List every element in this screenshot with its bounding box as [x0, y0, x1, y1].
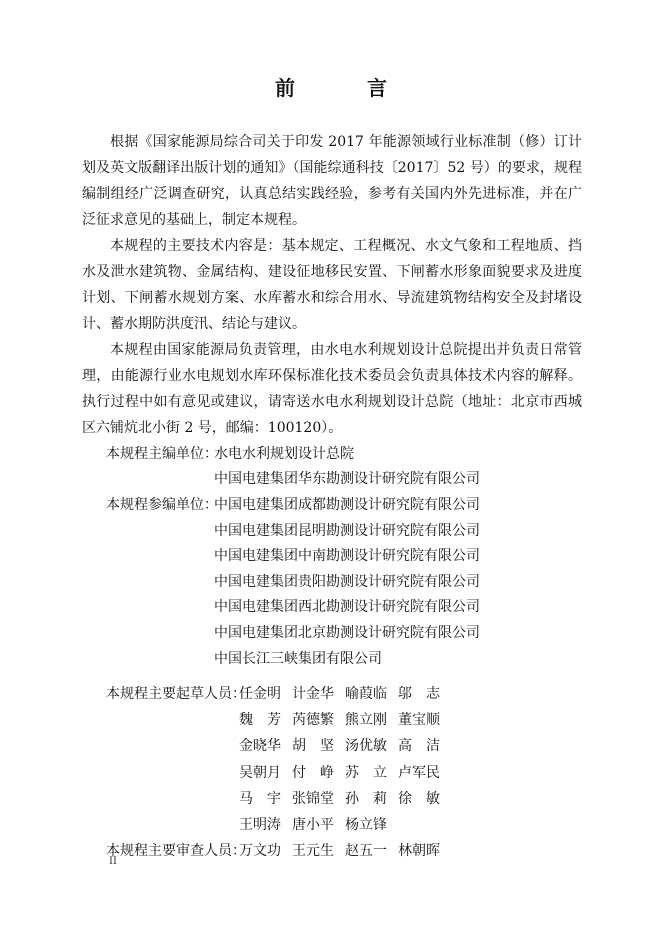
person-name: 付峥 — [292, 764, 334, 781]
person-name: 邬志 — [398, 686, 440, 703]
drafters-row — [106, 786, 451, 812]
units-list — [106, 441, 480, 671]
drafters-row — [106, 733, 451, 759]
person-name: 赵五一 — [345, 843, 387, 860]
participating-unit-row — [106, 543, 480, 569]
person-name: 汤优敏 — [345, 738, 387, 755]
participating-unit-row — [106, 620, 480, 646]
person-name: 唐小平 — [292, 817, 334, 834]
chief-unit-row — [106, 441, 480, 467]
participating-unit-row — [106, 595, 480, 621]
reviewers-label: 本规程主要审查人员： — [106, 843, 246, 860]
paragraph: 本规程由国家能源局负责管理，由水电水利规划设计总院提出并负责日常管理，由能源行业水电规划水库环保标准化技术委员会负责具体技术内容的解释。执行过程中如有意见或建议，请寄送水电水利规划设计总院（地址：北京市西城区六铺炕北小街 2 号，邮编：100120）。 — [82, 342, 582, 436]
drafters-label: 本规程主要起草人员： — [106, 686, 246, 703]
chief-units-label: 本规程主编单位： — [106, 445, 218, 462]
person-name: 喻葭临 — [345, 686, 387, 703]
participating-unit-row — [106, 569, 480, 595]
chief-unit-name: 中国电建集团华东勘测设计研究院有限公司 — [214, 471, 480, 488]
foreword-body — [82, 129, 582, 441]
participating-unit-name: 中国电建集团西北勘测设计研究院有限公司 — [214, 599, 480, 616]
drafters-row — [106, 681, 451, 707]
person-name: 王元生 — [292, 843, 334, 860]
page-number: II — [109, 856, 117, 867]
person-name: 王明涛 — [239, 817, 281, 834]
participating-unit-name: 中国长江三峡集团有限公司 — [214, 650, 382, 667]
participating-unit-row — [106, 492, 480, 518]
person-name: 苏立 — [345, 764, 387, 781]
person-name: 张锦堂 — [292, 790, 334, 807]
person-name: 芮德繁 — [292, 712, 334, 729]
participating-units-label: 本规程参编单位： — [106, 496, 218, 513]
person-name: 胡坚 — [292, 738, 334, 755]
person-name: 任金明 — [239, 686, 281, 703]
person-name: 马宇 — [239, 790, 281, 807]
person-name: 计金华 — [292, 686, 334, 703]
participating-unit-row — [106, 518, 480, 544]
person-name: 杨立锋 — [345, 817, 387, 834]
participating-unit-name: 中国电建集团中南勘测设计研究院有限公司 — [214, 548, 480, 565]
person-name: 卢军民 — [398, 764, 440, 781]
people-list — [106, 681, 451, 864]
person-name: 林朝晖 — [398, 843, 440, 860]
chief-unit-name: 水电水利规划设计总院 — [214, 445, 354, 462]
person-name: 金晓华 — [239, 738, 281, 755]
participating-unit-name: 中国电建集团昆明勘测设计研究院有限公司 — [214, 522, 480, 539]
participating-unit-row — [106, 646, 480, 672]
participating-unit-name: 中国电建集团贵阳勘测设计研究院有限公司 — [214, 573, 480, 590]
person-name: 董宝顺 — [398, 712, 440, 729]
person-name: 孙莉 — [345, 790, 387, 807]
drafters-row — [106, 812, 451, 838]
participating-unit-name: 中国电建集团成都勘测设计研究院有限公司 — [214, 496, 480, 513]
paragraph: 本规程的主要技术内容是：基本规定、工程概况、水文气象和工程地质、挡水及泄水建筑物、金属结构、建设征地移民安置、下闸蓄水形象面貌要求及进度计划、下闸蓄水规划方案、水库蓄水和综合用水、导流建筑物结构安全及封堵设计、蓄水期防洪度汛、结论与建议。 — [82, 238, 582, 332]
paragraph: 根据《国家能源局综合司关于印发 2017 年能源领域行业标准制（修）订计划及英文版翻译出版计划的通知》（国能综通科技〔2017〕52 号）的要求，规程编制组经广泛调查研究，认真总结实践经验，参考有关国内外先进标准，并在广泛征求意见的基础上，制定本规程。 — [82, 134, 582, 228]
person-name: 万文功 — [239, 843, 281, 860]
participating-unit-name: 中国电建集团北京勘测设计研究院有限公司 — [214, 624, 480, 641]
drafters-row — [106, 760, 451, 786]
person-name: 熊立刚 — [345, 712, 387, 729]
reviewers-row — [106, 838, 451, 864]
drafters-row — [106, 707, 451, 733]
person-name: 高洁 — [398, 738, 440, 755]
chief-unit-row — [106, 467, 480, 493]
person-name: 魏芳 — [239, 712, 281, 729]
person-name: 徐敏 — [398, 790, 440, 807]
person-name: 吴朝月 — [239, 764, 281, 781]
page-title: 前 言 — [275, 76, 413, 100]
